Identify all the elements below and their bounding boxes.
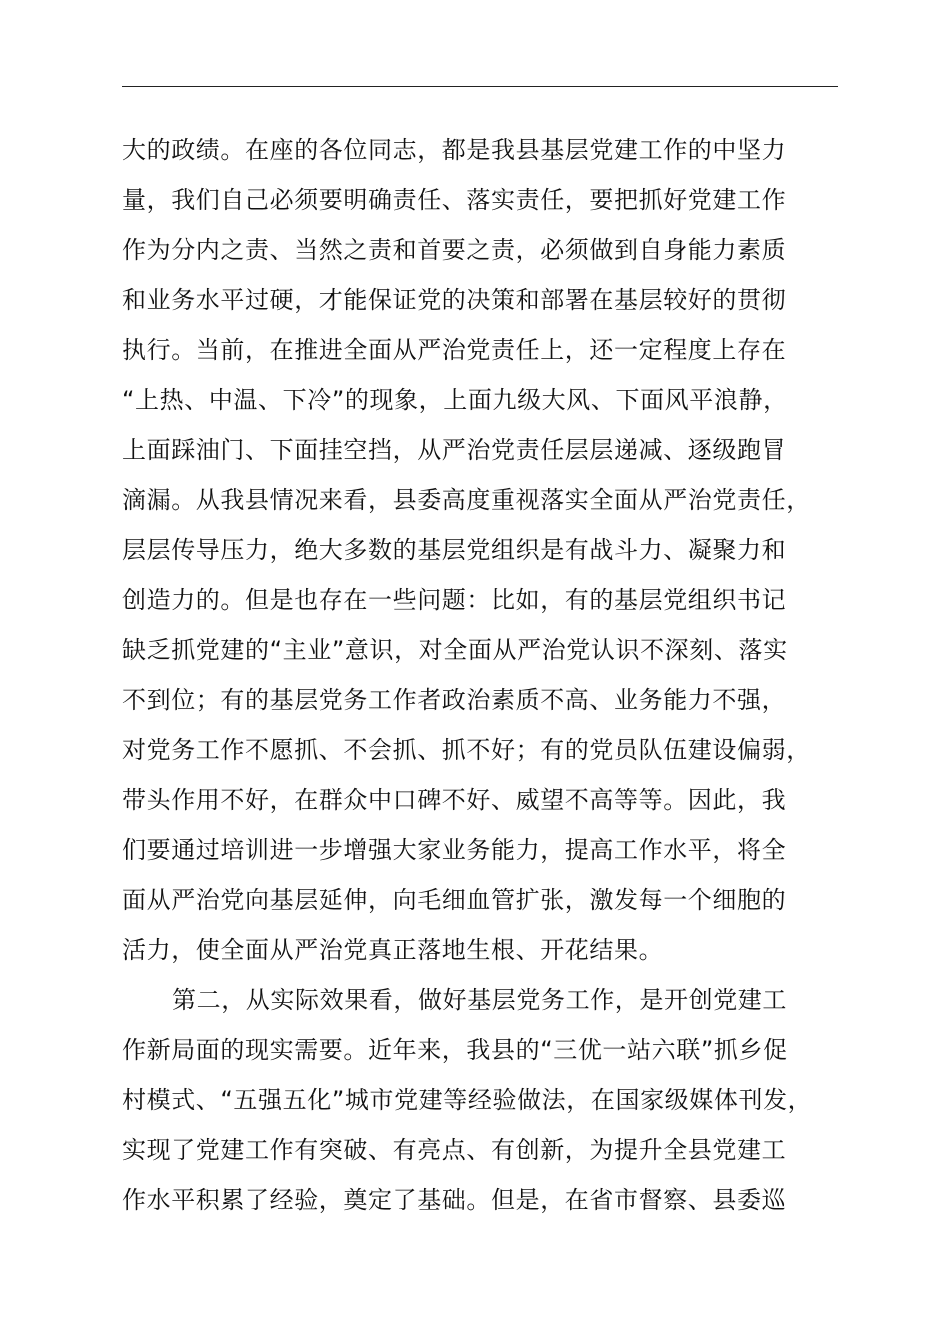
header-rule bbox=[122, 86, 838, 87]
text-line: 缺乏抓党建的“主业”意识，对全面从严治党认识不深刻、落实 bbox=[122, 636, 788, 664]
text-line: 量，我们自己必须要明确责任、落实责任，要把抓好党建工作 bbox=[122, 186, 787, 214]
text-line: “上热、中温、下冷”的现象，上面九级大风、下面风平浪静， bbox=[122, 386, 788, 414]
text-line: 不到位；有的基层党务工作者政治素质不高、业务能力不强， bbox=[122, 686, 787, 714]
text-line: 实现了党建工作有突破、有亮点、有创新，为提升全县党建工 bbox=[122, 1136, 787, 1164]
text-line: 作新局面的现实需要。近年来，我县的“三优一站六联”抓乡促 bbox=[122, 1036, 788, 1064]
text-line: 上面踩油门、下面挂空挡，从严治党责任层层递减、逐级跑冒 bbox=[122, 436, 787, 464]
text-line: 作水平积累了经验，奠定了基础。但是，在省市督察、县委巡 bbox=[122, 1186, 787, 1214]
text-line: 村模式、“五强五化”城市党建等经验做法，在国家级媒体刊发， bbox=[122, 1086, 813, 1114]
text-line: 创造力的。但是也存在一些问题：比如，有的基层党组织书记 bbox=[122, 586, 787, 614]
text-line: 活力，使全面从严治党真正落地生根、开花结果。 bbox=[122, 936, 664, 964]
body-text bbox=[122, 125, 862, 1225]
text-line: 对党务工作不愿抓、不会抓、抓不好；有的党员队伍建设偏弱， bbox=[122, 736, 811, 764]
text-line: 带头作用不好，在群众中口碑不好、威望不高等等。因此，我 bbox=[122, 786, 787, 814]
text-line: 作为分内之责、当然之责和首要之责，必须做到自身能力素质 bbox=[122, 236, 787, 264]
text-line: 滴漏。从我县情况来看，县委高度重视落实全面从严治党责任， bbox=[122, 486, 811, 514]
paragraph-start-line: 第二，从实际效果看，做好基层党务工作，是开创党建工 bbox=[172, 986, 787, 1014]
text-line: 和业务水平过硬，才能保证党的决策和部署在基层较好的贯彻 bbox=[122, 286, 787, 314]
text-line: 执行。当前，在推进全面从严治党责任上，还一定程度上存在 bbox=[122, 336, 787, 364]
text-line: 们要通过培训进一步增强大家业务能力，提高工作水平，将全 bbox=[122, 836, 787, 864]
text-line: 层层传导压力，绝大多数的基层党组织是有战斗力、凝聚力和 bbox=[122, 536, 787, 564]
text-line: 大的政绩。在座的各位同志，都是我县基层党建工作的中坚力 bbox=[122, 136, 787, 164]
text-line: 面从严治党向基层延伸，向毛细血管扩张，激发每一个细胞的 bbox=[122, 886, 787, 914]
